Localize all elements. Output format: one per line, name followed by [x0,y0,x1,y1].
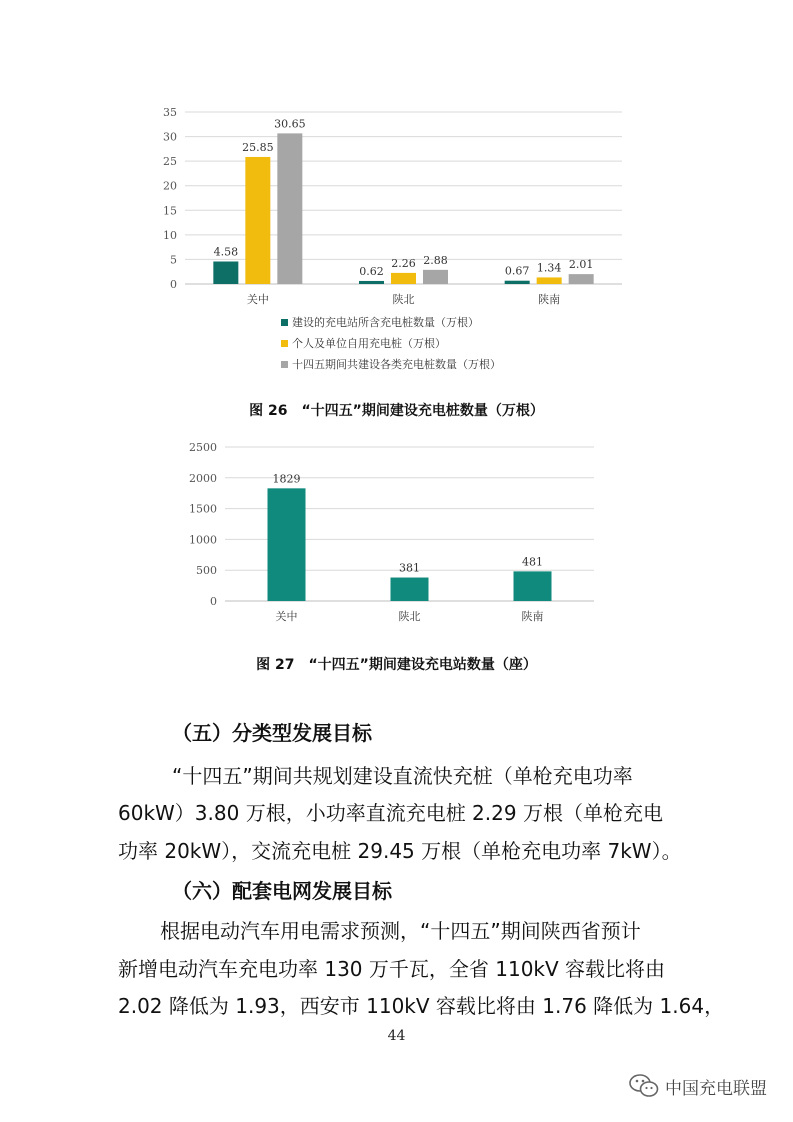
y-tick-label: 20 [163,179,177,193]
paragraph-2-line-2: 新增电动汽车充电功率 130 万千瓦，全省 110kV 容载比将由 [118,957,666,981]
figure-27-caption: 图 27 “十四五”期间建设充电站数量（座） [256,657,537,673]
y-tick-label: 0 [170,278,177,291]
legend-label: 个人及单位自用充电桩（万根） [292,337,446,350]
data-label: 1829 [272,472,301,486]
data-label: 481 [522,555,543,569]
y-tick-label: 15 [163,204,177,218]
x-tick-label: 陕南 [521,610,544,623]
x-tick-label: 关中 [246,293,269,306]
y-tick-label: 500 [196,564,217,578]
data-label: 1.34 [536,261,562,275]
data-label: 0.62 [359,264,384,278]
y-tick-label: 35 [163,106,177,119]
y-tick-label: 10 [163,228,177,242]
paragraph-2-line-1: 根据电动汽车用电需求预测，“十四五”期间陕西省预计 [160,919,641,943]
data-label: 2.26 [391,256,416,270]
page-number: 44 [387,1028,406,1044]
bar [391,578,429,601]
y-tick-label: 1500 [189,502,217,516]
x-tick-label: 陕南 [538,293,561,306]
bar [514,571,552,601]
data-label: 30.65 [274,117,306,131]
paragraph-1-line-2: 60kW）3.80 万根，小功率直流充电桩 2.29 万根（单枪充电 [118,801,663,825]
y-tick-label: 0 [210,595,217,608]
data-label: 4.58 [213,245,239,259]
data-label: 0.67 [504,264,530,278]
y-tick-label: 2000 [189,471,217,485]
section-heading-5: （五）分类型发展目标 [172,721,372,745]
bar [268,488,306,601]
y-tick-label: 1000 [189,533,217,547]
paragraph-2-line-3: 2.02 降低为 1.93，西安市 110kV 容载比将由 1.76 降低为 1.64， [118,994,725,1018]
paragraph-1-line-3: 功率 20kW），交流充电桩 29.45 万根（单枪充电功率 7kW）。 [118,839,682,863]
data-label: 25.85 [242,140,274,154]
x-tick-label: 陕北 [398,610,421,623]
data-label: 2.88 [423,253,448,267]
figure-26-caption: 图 26 “十四五”期间建设充电桩数量（万根） [249,403,544,419]
data-label: 381 [399,561,420,575]
watermark [629,1073,767,1099]
section-heading-6: （六）配套电网发展目标 [172,879,392,903]
legend-label: 十四五期间共建设各类充电桩数量（万根） [292,358,501,371]
paragraph-1-line-1: “十四五”期间共规划建设直流快充桩（单枪充电功率 [172,764,633,788]
x-tick-label: 陕北 [392,293,415,306]
legend-label: 建设的充电站所含充电桩数量（万根） [292,316,479,329]
wechat-icon [629,1073,659,1099]
y-tick-label: 2500 [189,441,217,454]
y-tick-label: 5 [170,253,177,267]
watermark-text: 中国充电联盟 [665,1078,767,1099]
data-label: 2.01 [568,258,594,272]
x-tick-label: 关中 [275,610,298,623]
y-tick-label: 30 [163,130,177,144]
y-tick-label: 25 [163,155,177,169]
